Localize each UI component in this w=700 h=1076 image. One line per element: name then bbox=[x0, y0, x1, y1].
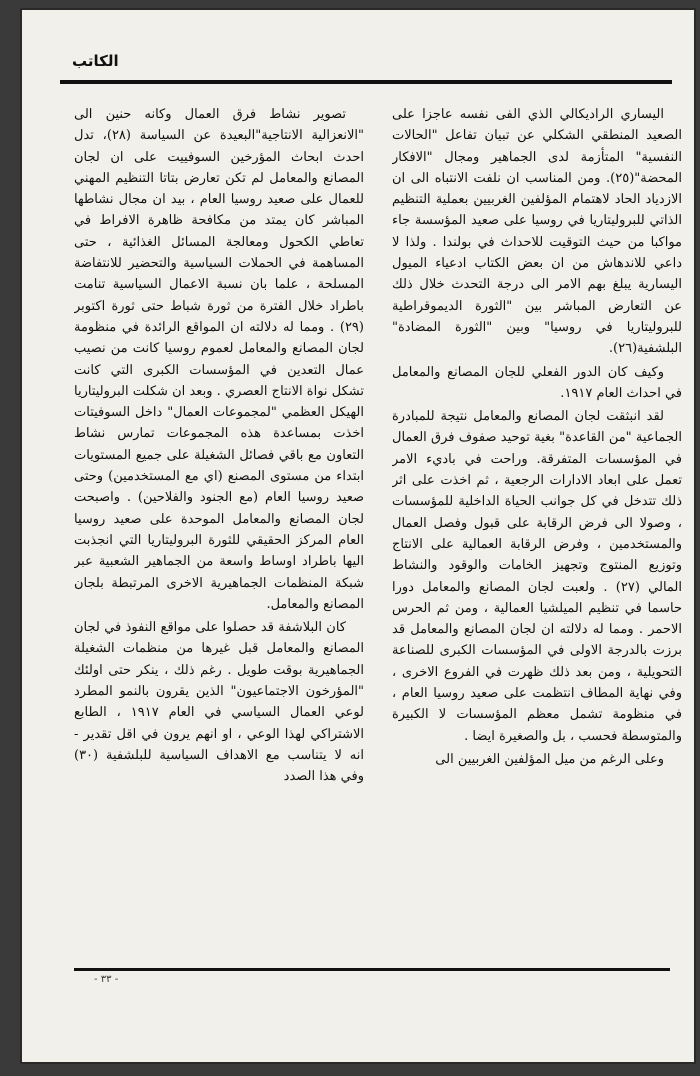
paragraph: اليساري الراديكالي الذي الفى نفسه عاجزا على الصعيد المنطقي الشكلي عن تبيان تفاعل "الحالات النفسية" المتأزمة لدى الجماهير ومجال "الافكار المحضة"(٢٥). ومن المناسب ان نلفت الانتباه الى ان الازدياد الحاد لاهتمام المؤلفين الغربيين بعملية التنظيم الذاتي للبروليتاريا في روسيا على صعيد المؤسسة جاء مواكبا من حيث التوقيت للاحداث في بولندا . ولذا لا داعي للاندهاش من ان بعض الكتاب ادعياء الميول اليسارية يبلغ بهم الامر الى درجة التحدث خلال ذلك عن التعارض المباشر بين "الثورة الديموقراطية للبروليتاريا في روسيا" وبين "الثورة المضادة" البلشفية(٢٦). bbox=[392, 107, 682, 357]
right-text-column bbox=[392, 104, 682, 962]
document-page bbox=[22, 10, 694, 1062]
paragraph: وكيف كان الدور الفعلي للجان المصانع والمعامل في احداث العام ١٩١٧. bbox=[392, 364, 682, 401]
left-text-column bbox=[74, 104, 364, 962]
paragraph: تصوير نشاط فرق العمال وكانه حنين الى "الانعزالية الانتاجية"البعيدة عن السياسة (٢٨)، تدل احدث ابحاث المؤرخين السوفييت على ان لجان المصانع والمعامل لم تكن تعارض بتاتا التنظيم المهني للعمال على صعيد روسيا العام ، بيد ان مجال نشاطها المباشر كان يمتد من مكافحة ظاهرة الافراط في تعاطي الكحول ومعالجة المسائل الغذائية ، حتى المساهمة في الحملات السياسية والتحضير للانتفاضة المسلحة ، علما بان نسبة الاعمال السياسية تنامت باطراد خلال الفترة من ثورة شباط حتى ثورة اكتوبر (٢٩) . ومما له دلالته ان المواقع الرائدة في منظومة لجان المصانع والمعامل لعموم روسيا كانت من نصيب عمال التعدين في المؤسسات الكبرى التي كانت تشكل نواة الانتاج العصري . وبعد ان شكلت البروليتاريا الهيكل العظمي "لمجموعات العمال" داخل السوفيتات اخذت بمساعدة هذه المجموعات تمارس نشاط التعاون مع باقي فصائل الشغيلة على جميع المستويات ابتداء من مستوى المصنع (اي مع المستخدمين) وحتى صعيد روسيا العام (مع الجنود والفلاحين) . واصبحت لجان المصانع والمعامل الموحدة على صعيد روسيا العام المركز الحقيقي للثورة البروليتاريا التي انجذبت اليها باطراد اوساط واسعة من الجماهير الشعبية عبر شبكة المنظمات الجماهيرية الاخرى المرتبطة بلجان المصانع والمعامل. bbox=[74, 107, 364, 612]
paragraph: لقد انبثقت لجان المصانع والمعامل نتيجة للمبادرة الجماعية "من القاعدة" بغية توحيد صفوف فرق العمال في المؤسسات المتفرقة. وراحت في باديء الامر تعمل على ابعاد الادارات الرجعية ، ثم اخذت على اثر ذلك تتدخل في كل جوانب الحياة الداخلية للمؤسسات ، وصولا الى فرض الرقابة على قبول وفصل العمال والمستخدمين ، وفرض الرقابة العمالية على الانتاج وتوزيع المنتوج وتجهيز الخامات والوقود والنشاط المالي (٢٧) . ولعبت لجان المصانع والمعامل دورا حاسما في تنظيم الميلشيا العمالية ، ومن ثم الحرس الاحمر . ومما له دلالته ان لجان المصانع والمعامل قد برزت بالدرجة الاولى في المؤسسات الكبرى للصناعة التحويلية ، ومن بعد ذلك ظهرت في الفروع الاخرى ، وفي نهاية المطاف انتظمت على صعيد روسيا العام ، في منظومة تشمل معظم المؤسسات لا الكبيرة والمتوسطة فحسب ، بل والصغيرة ايضا . bbox=[392, 409, 682, 744]
header-rule bbox=[60, 80, 672, 84]
page-number: - ٣٣ - bbox=[94, 974, 119, 985]
running-header-title: الكاتب bbox=[72, 52, 119, 70]
paragraph: وعلى الرغم من ميل المؤلفين الغربيين الى bbox=[435, 751, 664, 767]
running-header bbox=[60, 48, 672, 88]
paragraph: كان البلاشفة قد حصلوا على مواقع النفوذ في لجان المصانع والمعامل قبل غيرها من منظمات الشغيلة الجماهيرية بوقت طويل . رغم ذلك ، ينكر حتى اولئك "المؤرخون الاجتماعيون" الذين يقرون بالنمو المطرد لوعي العمال السياسي في العام ١٩١٧ ، الطابع الاشتراكي لهذا الوعي ، او انهم يرون في اقل تقدير - انه لا يتناسب مع الاهداف السياسية للبلشفية (٣٠) وفي هذا الصدد bbox=[74, 620, 364, 785]
footer-rule bbox=[74, 968, 670, 971]
